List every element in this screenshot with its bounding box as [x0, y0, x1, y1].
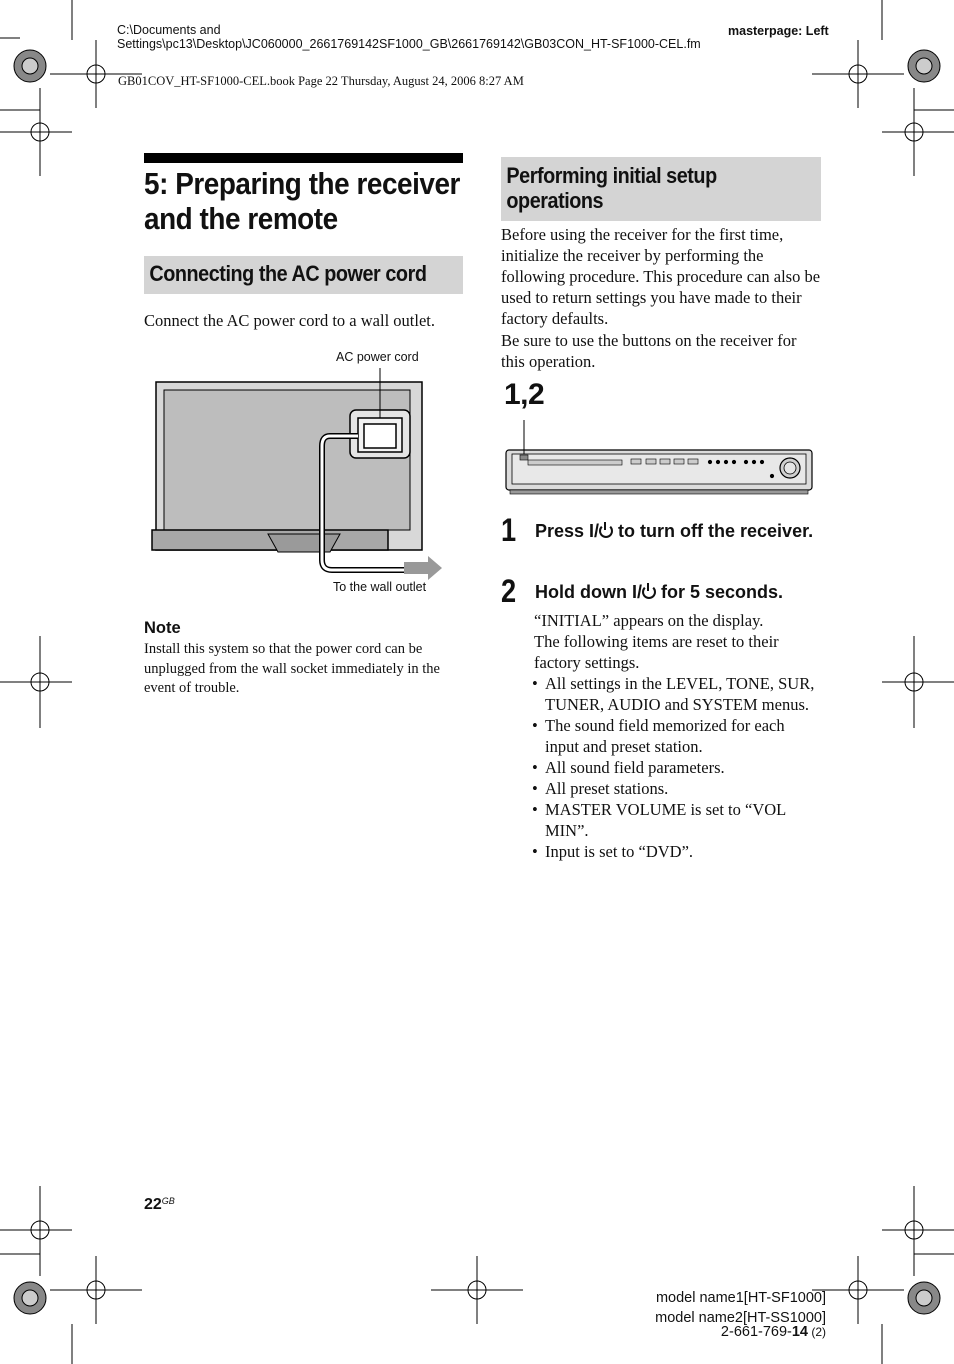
page-number-suffix: GB: [161, 1196, 175, 1206]
step-2-number: 2: [501, 573, 516, 609]
step-2-body-2: The following items are reset to their factory settings.: [534, 632, 779, 672]
model-name-2: model name2[HT-SS1000]: [655, 1310, 826, 1326]
power-icon: [642, 585, 656, 599]
step-1-text-a: Press I/: [535, 521, 600, 541]
list-item: • Input is set to “DVD”.: [532, 841, 818, 862]
section-heading-text: Connecting the AC power cord: [149, 261, 427, 286]
list-item: • All preset stations.: [532, 778, 818, 799]
figure-step-label: 1,2: [504, 378, 545, 411]
part-number-suffix: (2): [808, 1325, 826, 1339]
page-number-value: 22: [144, 1196, 162, 1213]
step-1-number: 1: [501, 512, 516, 548]
part-number: [721, 1324, 826, 1340]
ac-cord-label: AC power cord: [336, 350, 419, 364]
list-item: • MASTER VOLUME is set to “VOL MIN”.: [532, 799, 818, 841]
book-info-line: GB01COV_HT-SF1000-CEL.book Page 22 Thursday, August 24, 2006 8:27 AM: [118, 74, 524, 88]
power-icon: [599, 524, 613, 538]
step-2-text-b: for 5 seconds.: [655, 582, 784, 602]
file-path: C:\Documents and Settings\pc13\Desktop\JC060000_2661769142SF1000_GB\2661769142\GB03CON_HT-SF1000-CEL.fm: [117, 23, 701, 51]
wall-outlet-label: To the wall outlet: [333, 580, 427, 594]
step-2-body-1: “INITIAL” appears on the display.: [534, 611, 764, 630]
model-name-1: model name1[HT-SF1000]: [655, 1290, 826, 1306]
step-1-text-b: to turn off the receiver.: [613, 521, 814, 541]
reset-items-list: [532, 673, 818, 862]
setup-intro-2: Be sure to use the buttons on the receiver for this operation.: [501, 331, 797, 371]
note-text: Install this system so that the power cord can be unplugged from the wall socket immediately in the event of trouble.: [144, 641, 440, 696]
list-item: • All sound field parameters.: [532, 757, 818, 778]
list-item: • The sound field memorized for each input and preset station.: [532, 715, 818, 757]
page-number: [144, 1196, 175, 1214]
masterpage-label: masterpage: Left: [728, 24, 829, 38]
step-1-text: [535, 520, 815, 543]
part-number-bold: 14: [791, 1324, 808, 1340]
note-heading: Note: [144, 619, 181, 637]
setup-intro-1: Before using the receiver for the first time, initialize the receiver by performing the following procedure. This procedure can also be used to return settings you have made to their factory defaults.: [501, 225, 821, 328]
part-number-prefix: 2-661-769-: [720, 1324, 792, 1340]
list-item: • All settings in the LEVEL, TONE, SUR, TUNER, AUDIO and SYSTEM menus.: [532, 673, 818, 715]
page-title: 5: Preparing the receiver and the remote: [144, 166, 460, 236]
step-2-text: [535, 581, 815, 604]
step-2-text-a: Hold down I/: [535, 582, 642, 602]
ac-intro-text: Connect the AC power cord to a wall outlet.: [144, 311, 435, 330]
section-heading-text: Performing initial setup operations: [506, 163, 717, 213]
